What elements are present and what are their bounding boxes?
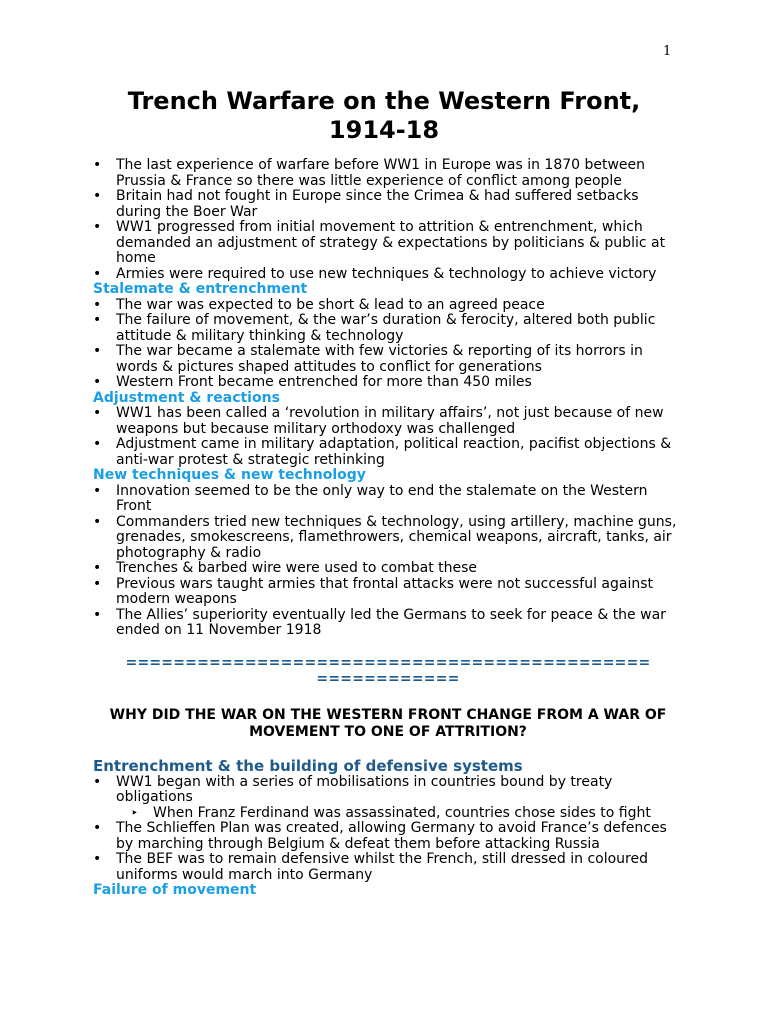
document-body — [93, 158, 683, 899]
list-item: • WW1 progressed from initial movement to attrition & entrenchment, which demanded an adjustment of strategy & expectations by politicians & public at home — [93, 220, 683, 267]
document-title: Trench Warfare on the Western Front, 1914-18 — [127, 87, 641, 144]
list-item: • The war was expected to be short & lead to an agreed peace — [93, 298, 683, 314]
list-item: • The last experience of warfare before WW1 in Europe was in 1870 between Prussia & France so there was little experience of conflict among people — [93, 158, 683, 189]
adjustment-list — [93, 406, 683, 468]
list-item: • The war became a stalemate with few victories & reporting of its horrors in words & pictures shaped attitudes to conflict for generations — [93, 344, 683, 375]
entrenchment-list — [93, 775, 683, 884]
list-item: • WW1 began with a series of mobilisations in countries bound by treaty obligations — [93, 775, 683, 806]
list-item: • Western Front became entrenched for more than 450 miles — [93, 375, 683, 391]
intro-list — [93, 158, 683, 282]
section-heading-adjustment: Adjustment & reactions — [93, 389, 280, 406]
sub-list-item: ‣ When Franz Ferdinand was assassinated, countries chose sides to fight — [93, 806, 683, 822]
section-heading-entrenchment: Entrenchment & the building of defensive systems — [93, 756, 523, 775]
list-item: • The Schlieffen Plan was created, allowing Germany to avoid France’s defences by marching through Belgium & defeat them before attacking Russia — [93, 821, 683, 852]
page-number: 1 — [663, 44, 672, 59]
separator-line: ============================================ ============ — [125, 654, 651, 687]
list-item: • Previous wars taught armies that frontal attacks were not successful against modern weapons — [93, 577, 683, 608]
list-item: • Armies were required to use new techniques & technology to achieve victory — [93, 267, 683, 283]
list-item: • Innovation seemed to be the only way to end the stalemate on the Western Front — [93, 484, 683, 515]
section-heading-stalemate: Stalemate & entrenchment — [93, 281, 308, 297]
list-item: • Trenches & barbed wire were used to combat these — [93, 561, 683, 577]
list-item: • The BEF was to remain defensive whilst the French, still dressed in coloured uniforms would march into Germany — [93, 852, 683, 883]
section-heading-techniques: New techniques & new technology — [93, 467, 366, 483]
list-item: • WW1 has been called a ‘revolution in military affairs’, not just because of new weapons but because military orthodoxy was challenged — [93, 406, 683, 437]
section-heading-failure: Failure of movement — [93, 882, 257, 898]
stalemate-list — [93, 298, 683, 391]
list-item: • Adjustment came in military adaptation, political reaction, pacifist objections & anti-war protest & strategic rethinking — [93, 437, 683, 468]
list-item: • The Allies’ superiority eventually led the Germans to seek for peace & the war ended on 11 November 1918 — [93, 608, 683, 639]
list-item: • Britain had not fought in Europe since the Crimea & had suffered setbacks during the Boer War — [93, 189, 683, 220]
techniques-list — [93, 484, 683, 639]
list-item: • The failure of movement, & the war’s duration & ferocity, altered both public attitude & military thinking & technology — [93, 313, 683, 344]
list-item: • Commanders tried new techniques & technology, using artillery, machine guns, grenades, smokescreens, flamethrowers, chemical weapons, aircraft, tanks, air photography & radio — [93, 515, 683, 562]
section-question: WHY DID THE WAR ON THE WESTERN FRONT CHANGE FROM A WAR OF MOVEMENT TO ONE OF ATTRITION? — [109, 706, 667, 740]
